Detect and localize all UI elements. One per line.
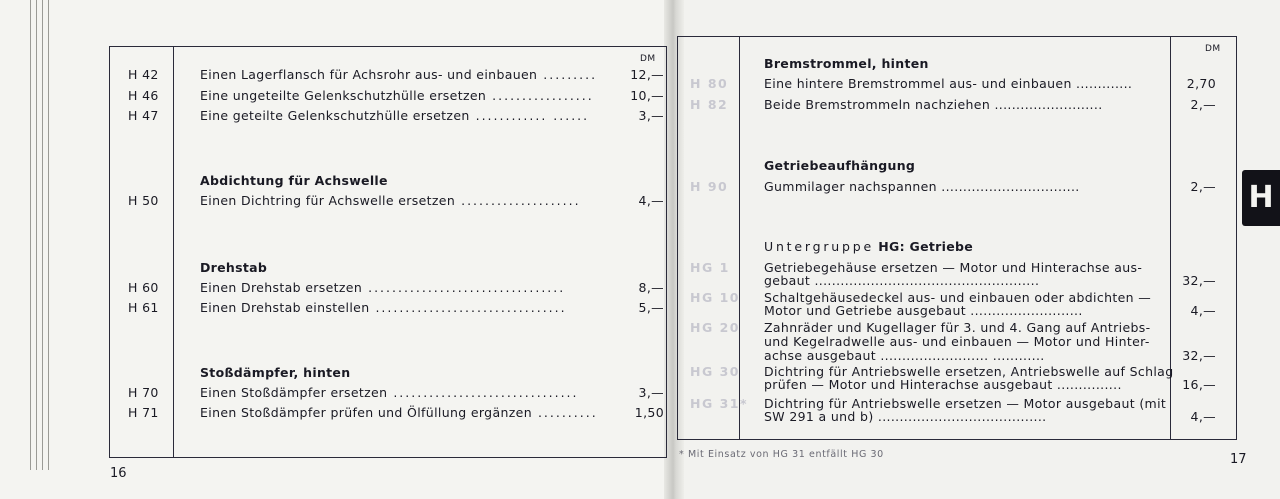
item-code: H 47: [128, 108, 159, 123]
item-description: Schaltgehäusedeckel aus- und einbauen oder abdichten —: [764, 290, 1152, 305]
page-number: 16: [110, 466, 127, 481]
item-price: 2,—: [1190, 179, 1216, 194]
page-edge-line: [30, 0, 31, 470]
item-price: 8,—: [638, 280, 664, 295]
item-description: Eine ungeteilte Gelenkschutzhülle ersetzen .................: [200, 88, 594, 103]
item-code: HG 1: [690, 260, 730, 275]
item-price: 2,70: [1186, 76, 1216, 91]
item-description: SW 291 a und b) .......................................: [764, 409, 1047, 424]
item-description: Getriebegehäuse ersetzen — Motor und Hinterachse aus-: [764, 260, 1143, 275]
item-code: H 50: [128, 193, 159, 208]
item-description: und Kegelradwelle aus- und einbauen — Motor und Hinter-: [764, 334, 1150, 349]
item-description: gebaut ....................................................: [764, 273, 1040, 288]
item-description: Motor und Getriebe ausgebaut ..........................: [764, 303, 1083, 318]
section-tab-letter: H: [1248, 180, 1274, 215]
page-edge-line: [42, 0, 43, 470]
section-tab: [1242, 170, 1280, 226]
item-code: H 46: [128, 88, 159, 103]
section-heading: Bremstrommel, hinten: [764, 56, 929, 71]
item-code: H 42: [128, 67, 159, 82]
item-description: Dichtring für Antriebswelle ersetzen, Antriebswelle auf Schlag: [764, 364, 1174, 379]
item-code: H 82: [690, 97, 729, 112]
item-price: 16,—: [1182, 377, 1216, 392]
section-heading: Abdichtung für Achswelle: [200, 173, 388, 188]
item-code: H 70: [128, 385, 159, 400]
dm-column-label: DM: [1205, 44, 1221, 54]
item-price: 1,50: [634, 405, 664, 420]
item-description: Dichtring für Antriebswelle ersetzen — Motor ausgebaut (mit: [764, 396, 1167, 411]
page-number: 17: [1230, 452, 1247, 467]
item-code: H 60: [128, 280, 159, 295]
subgroup-heading: Untergruppe HG: Getriebe: [764, 239, 974, 254]
item-code: H 61: [128, 300, 159, 315]
item-price: 5,—: [638, 300, 664, 315]
item-description: Zahnräder und Kugellager für 3. und 4. Gang auf Antriebs-: [764, 320, 1151, 335]
section-heading: Stoßdämpfer, hinten: [200, 365, 351, 380]
page-edge-line: [36, 0, 37, 470]
code-column-divider: [173, 47, 174, 457]
item-description: Eine hintere Bremstrommel aus- und einbauen .............: [764, 76, 1133, 91]
item-price: 4,—: [1190, 303, 1216, 318]
item-price: 3,—: [638, 108, 664, 123]
item-description: Einen Drehstab einstellen ................................: [200, 300, 567, 315]
item-price: 4,—: [638, 193, 664, 208]
item-price: 32,—: [1182, 273, 1216, 288]
item-description: achse ausgebaut ......................... ............: [764, 348, 1045, 363]
item-price: 32,—: [1182, 348, 1216, 363]
section-heading: Drehstab: [200, 260, 268, 275]
item-description: Einen Stoßdämpfer ersetzen ...............................: [200, 385, 579, 400]
item-description: Einen Drehstab ersetzen .................................: [200, 280, 566, 295]
item-code: HG 31*: [690, 396, 749, 411]
item-price: 3,—: [638, 385, 664, 400]
page-edge-line: [48, 0, 49, 470]
item-description: Gummilager nachspannen ................................: [764, 179, 1080, 194]
item-price: 4,—: [1190, 409, 1216, 424]
item-code: HG 10: [690, 290, 740, 305]
item-description: Einen Dichtring für Achswelle ersetzen ....................: [200, 193, 581, 208]
item-description: Einen Stoßdämpfer prüfen und Ölfüllung ergänzen ..........: [200, 405, 598, 420]
item-code: H 71: [128, 405, 159, 420]
footnote: * Mit Einsatz von HG 31 entfällt HG 30: [679, 449, 884, 460]
item-description: prüfen — Motor und Hinterachse ausgebaut ...............: [764, 377, 1122, 392]
item-description: Beide Bremstrommeln nachziehen .........................: [764, 97, 1103, 112]
item-code: HG 30: [690, 364, 740, 379]
dm-column-label: DM: [640, 54, 656, 64]
item-price: 12,—: [630, 67, 664, 82]
item-code: H 80: [690, 76, 729, 91]
item-code: H 90: [690, 179, 729, 194]
item-description: Eine geteilte Gelenkschutzhülle ersetzen ............ ......: [200, 108, 590, 123]
item-price: 2,—: [1190, 97, 1216, 112]
item-description: Einen Lagerflansch für Achsrohr aus- und einbauen .........: [200, 67, 598, 82]
section-heading: Getriebeaufhängung: [764, 158, 916, 173]
item-code: HG 20: [690, 320, 740, 335]
item-price: 10,—: [630, 88, 664, 103]
